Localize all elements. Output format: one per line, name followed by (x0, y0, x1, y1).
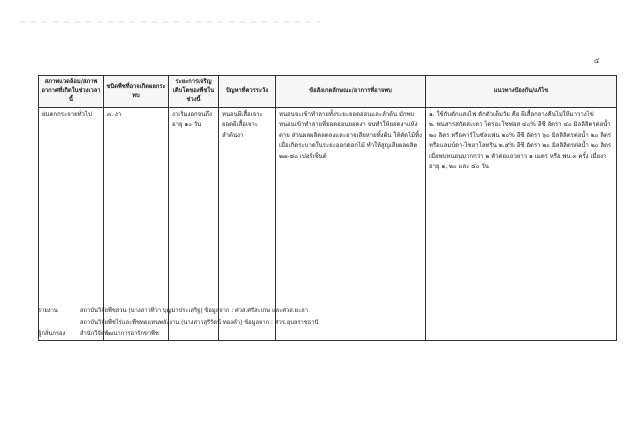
report-row (38, 306, 318, 329)
report-notes (38, 306, 318, 341)
header-symptoms: ข้อสังเกตลักษณะ/อาการที่อาจพบ (276, 76, 426, 108)
compiler-label: ผู้กลั่นกรอง (38, 331, 66, 337)
cell-condition: ฝนตกกระจายทั่วไป (39, 108, 104, 341)
cell-measures: ๑. ใช้กับดักแสงไฟ ดักตัวเต็มวัย คือ ผีเสื้อกลางคืนไม่ให้มาวางไข่ ๒. พ่นสารสกัดสะเดา ไดรอะโซฟอส ๔๐% อีซี อัตรา ๔๐ มิลลิลิตรต่อน้ำ ๒๐ ลิตร หรือคาร์โบซัลแฟน ๒๐% อีซี อัตรา ๖๐ มิลลิลิตรต่อน้ำ ๒๐ ลิตร หรือแลมบ์ดา-ไซฮาโลทริน ๒.๕% อีซี อัตรา ๒๐ มิลลิลิตรต่อน้ำ ๒๐ ลิตร เมื่อพบหนอนมากกว่า ๒ ตัวต่อแถวยาว ๑ เมตร หรือ พ่น ๓ ครั้ง เมื่องาอายุ ๑, ๒๐ และ ๔๐ วัน (426, 108, 617, 341)
report-label: รายงาน (38, 308, 58, 314)
compiler-name: สำนักวิจัยพัฒนาการอารักขาพืช (80, 331, 159, 337)
report-sources: สถาบันวิจัยพืชสวน (นางสาวทิวา บุญมาประเสริฐ) ข้อมูลจาก : ศวส.ศรีสะเกษ และศวส.ยะลา สถาบันวิจัยพืชไร่และพืชทดแทนพลังงาน (นางสาวสุรีรัตน์ ทองคำ) ข้อมูลจาก : ศวร.อุบลราชธานี (80, 308, 319, 326)
cell-stage: งาเริ่มงอกจนถึงอายุ ๑๐ วัน (169, 108, 219, 341)
header-problem: ปัญหาที่ควรระวัง (219, 76, 276, 108)
header-line-marks (20, 18, 320, 26)
table-header-row (39, 76, 617, 108)
cell-symptoms: หนอนจะเข้าทำลายทั้งระยะยอดอ่อนและลำต้น มักพบหนอนเข้าทำลายที่ยอดอ่อนยอดงา จนทำให้ยอดงาแห้งตาย ส่วนผลผลิตลดลงและอาจเสียหายทั้งต้น ให้ตัดไม้ทิ้ง เมื่อเกิดระบาดในระยะออกดอกไม้ ทำให้สูญเสียผลผลิต ๒๗-๘๐ เปอร์เซ็นต์ (276, 108, 426, 341)
header-condition: สภาพแวดล้อม/สภาพอากาศที่เกิดในช่วงเวลานี้ (39, 76, 104, 108)
header-crop: ชนิดพืชที่อาจเกิดผลกระทบ (104, 76, 169, 108)
pest-warning-table (38, 75, 617, 341)
cell-crop: ๓. งา (104, 108, 169, 341)
header-stage: ระยะการเจริญเติบโตของพืชในช่วงนี้ (169, 76, 219, 108)
header-measures: แนวทางป้องกัน/แก้ไข (426, 76, 617, 108)
page-number: ๔ (594, 57, 600, 65)
cell-problem: หนอนผีเสื้อเจาะยอดผีเสื้อเจาะลำต้นงา (219, 108, 276, 341)
compiler-row (38, 329, 318, 341)
